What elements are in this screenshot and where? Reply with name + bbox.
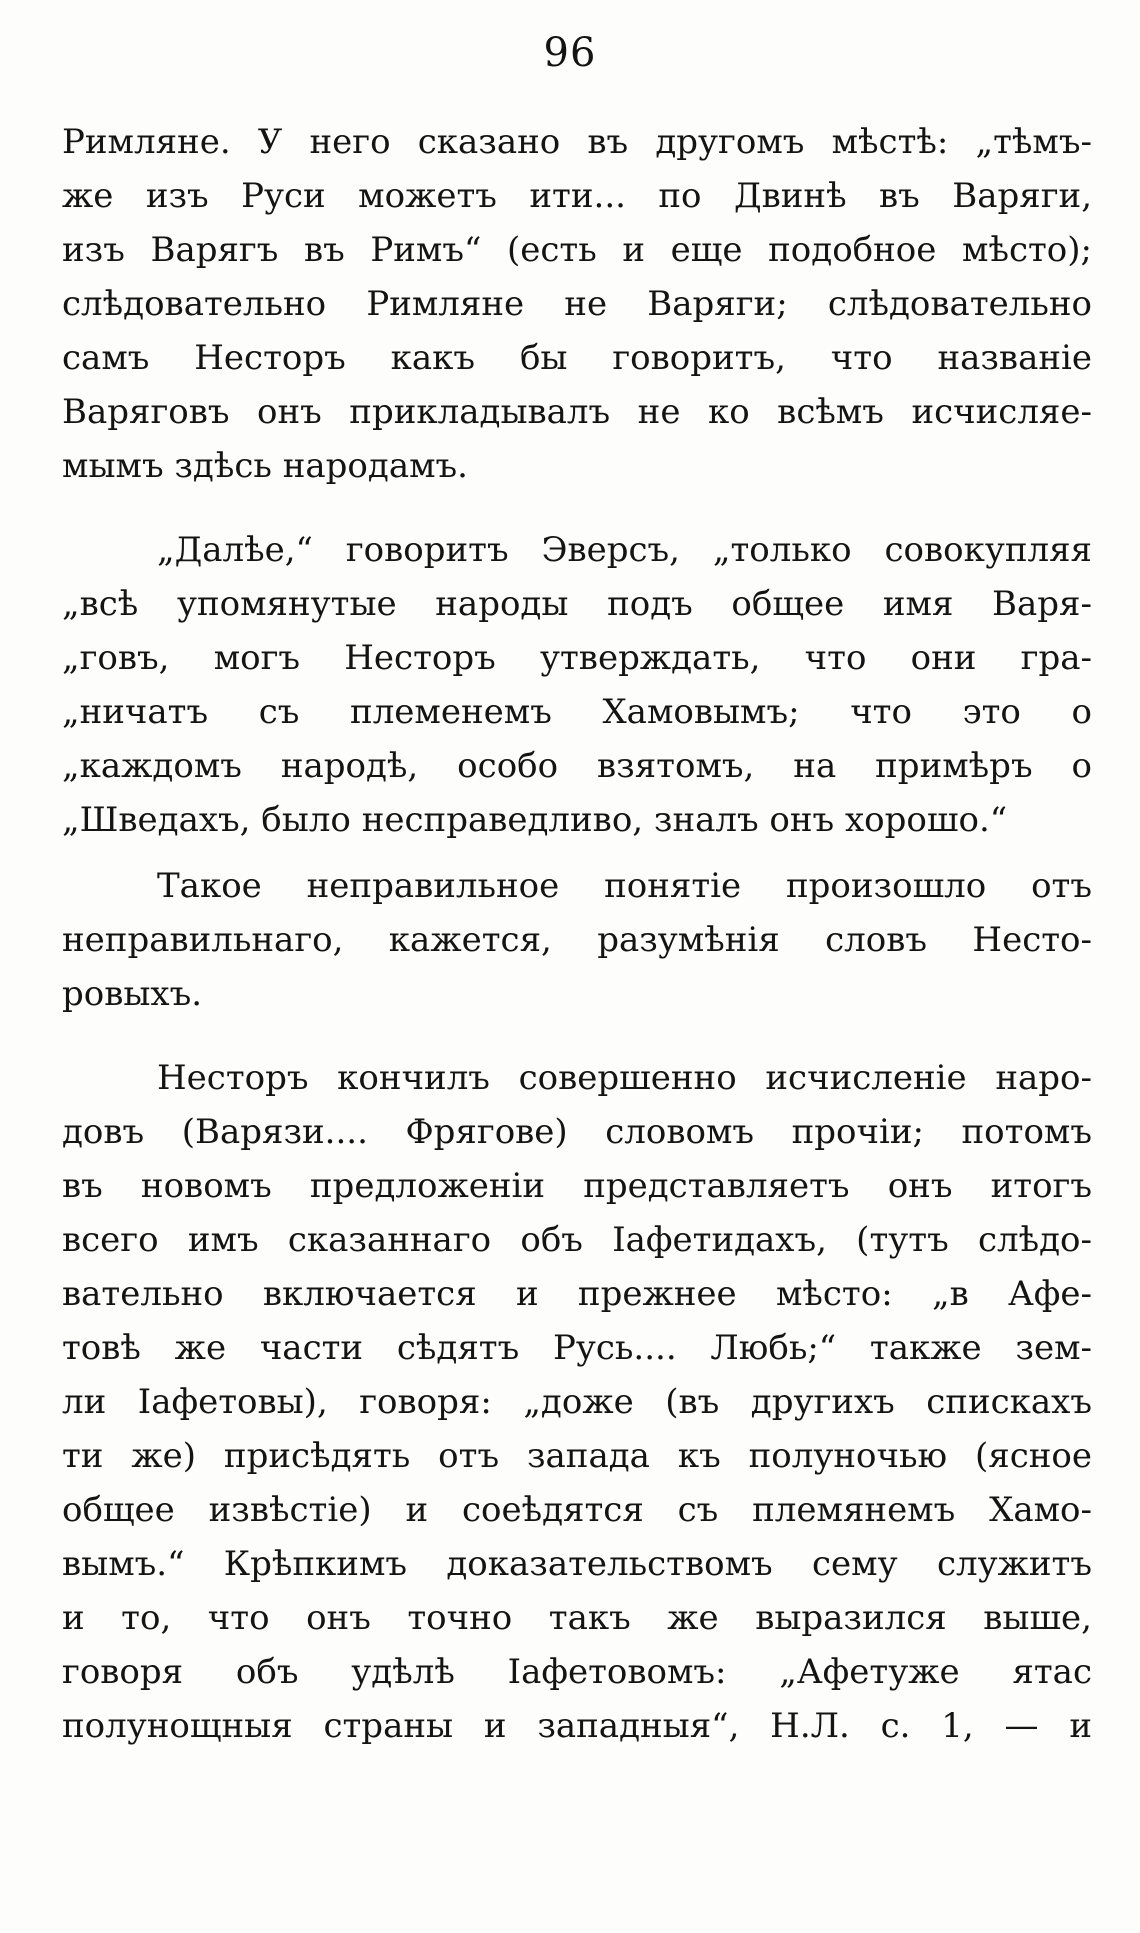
text-line: Варяговъ онъ прикладывалъ не ко всѣмъ исчисляе- — [62, 392, 1092, 432]
text-line: неправильнаго, кажется, разумѣнія словъ Несто- — [62, 920, 1092, 960]
text-line: всего имъ сказаннаго объ Іафетидахъ, (тутъ слѣдо- — [62, 1220, 1092, 1260]
paragraph-1 — [62, 115, 1092, 493]
text-line: вательно включается и прежнее мѣсто: „в Афе- — [62, 1274, 1092, 1314]
paragraph-gap — [62, 493, 1092, 523]
text-line: слѣдовательно Римляне не Варяги; слѣдовательно — [62, 284, 1092, 324]
text-line: Такое неправильное понятіе произошло отъ — [157, 866, 1092, 906]
text-line: говоря объ удѣлѣ Іафетовомъ: „Афетуже ятас — [62, 1652, 1092, 1692]
text-line: „каждомъ народѣ, особо взятомъ, на примѣръ о — [62, 746, 1092, 786]
text-line: мымъ здѣсь народамъ. — [62, 446, 468, 486]
text-line: довъ (Варязи.... Фрягове) словомъ прочіи; потомъ — [62, 1112, 1092, 1152]
text-line: товѣ же части сѣдятъ Русь.... Любь;“ также зем- — [62, 1328, 1092, 1368]
text-line: ли Іафетовы), говоря: „доже (въ другихъ спискахъ — [62, 1382, 1092, 1422]
text-line: Римляне. У него сказано въ другомъ мѣстѣ: „тѣмъ- — [62, 122, 1092, 162]
paragraph-gap — [62, 1021, 1092, 1051]
text-line: ровыхъ. — [62, 974, 203, 1014]
text-line: въ новомъ предложеніи представляетъ онъ итогъ — [62, 1166, 1092, 1206]
text-line: самъ Несторъ какъ бы говоритъ, что названіе — [62, 338, 1092, 378]
text-line: и то, что онъ точно такъ же выразился выше, — [62, 1598, 1092, 1638]
paragraph-gap — [62, 847, 1092, 859]
paragraph-3 — [62, 859, 1092, 1021]
text-line: вымъ.“ Крѣпкимъ доказательствомъ сему служитъ — [62, 1544, 1092, 1584]
text-body — [62, 115, 1092, 1753]
text-line: „всѣ упомянутые народы подъ общее имя Варя- — [62, 584, 1092, 624]
text-line: „Шведахъ, было несправедливо, зналъ онъ хорошо.“ — [62, 800, 1008, 840]
text-line: ти же) присѣдять отъ запада къ полуночью (ясное — [62, 1436, 1092, 1476]
text-line: „говъ, могъ Несторъ утверждать, что они гра- — [62, 638, 1092, 678]
page-number: 96 — [543, 30, 597, 76]
paragraph-2 — [62, 523, 1092, 847]
text-line: Несторъ кончилъ совершенно исчисленіе наро- — [157, 1058, 1092, 1098]
text-line: общее извѣстіе) и соеѣдятся съ племянемъ Хамо- — [62, 1490, 1092, 1530]
paragraph-4 — [62, 1051, 1092, 1753]
text-line: изъ Варягъ въ Римъ“ (есть и еще подобное мѣсто); — [62, 230, 1092, 270]
text-line: полунощныя страны и западныя“, Н.Л. с. 1, — и — [62, 1706, 1092, 1746]
text-line: же изъ Руси можетъ ити... по Двинѣ въ Варяги, — [62, 176, 1092, 216]
text-line: „ничатъ съ племенемъ Хамовымъ; что это о — [62, 692, 1092, 732]
text-line: „Далѣе,“ говоритъ Эверсъ, „только совокупляя — [157, 530, 1092, 570]
